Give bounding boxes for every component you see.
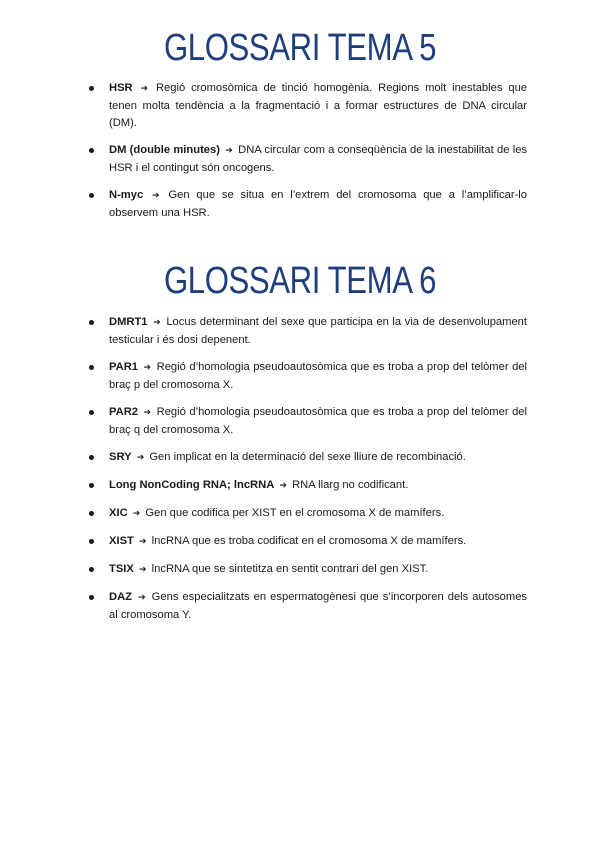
section-title-tema-5: GLOSSARI TEMA 5 <box>163 27 437 69</box>
glossary-term: PAR1 <box>109 361 139 373</box>
arrow-icon: ➔ <box>225 146 233 156</box>
glossary-term: DM (double minutes) <box>109 144 220 156</box>
arrow-icon: ➔ <box>143 408 152 418</box>
arrow-icon: ➔ <box>132 509 141 519</box>
glossary-definition: Locus determinant del sexe que participa en la via de desenvolupament testicular i és dosi depenent. <box>109 316 528 346</box>
glossary-entry-par2 <box>109 404 527 439</box>
glossary-term: PAR2 <box>109 406 139 418</box>
arrow-icon: ➔ <box>152 191 160 201</box>
glossary-term: XIC <box>109 507 128 519</box>
arrow-icon: ➔ <box>153 318 161 328</box>
glossary-entry-n-myc <box>109 187 527 222</box>
arrow-icon: ➔ <box>143 363 152 373</box>
glossary-definition: Gen que se situa en l’extrem del cromosoma que a l’amplificar-lo observem una HSR. <box>109 189 528 219</box>
arrow-icon: ➔ <box>138 565 147 575</box>
glossary-entry-xic <box>109 505 527 523</box>
section-title-tema-6: GLOSSARI TEMA 6 <box>163 260 437 302</box>
arrow-icon: ➔ <box>140 84 149 94</box>
glossary-term: Long NonCoding RNA; lncRNA <box>109 479 275 491</box>
glossary-definition: Gens especialitzats en espermatogènesi que s’incorporen dels autosomes al cromosoma Y. <box>109 591 528 621</box>
glossary-entry-hsr <box>109 80 527 132</box>
glossary-entry-xist <box>109 533 527 551</box>
arrow-icon: ➔ <box>136 453 145 463</box>
glossary-definition: DNA circular com a conseqüència de la inestabilitat de les HSR i el contingut són oncogens. <box>109 144 528 174</box>
glossary-entry-dmrt1 <box>109 314 527 349</box>
glossary-entry-lncrna <box>109 477 527 495</box>
glossary-entry-dm <box>109 142 527 177</box>
glossary-definition: Regió d’homologia pseudoautosòmica que es troba a prop del telòmer del braç p del cromosoma X. <box>109 361 528 391</box>
arrow-icon: ➔ <box>279 481 287 491</box>
glossary-definition: RNA llarg no codificant. <box>292 479 409 491</box>
glossary-definition: Regió d’homologia pseudoautosòmica que es troba a prop del telòmer del braç q del cromosoma X. <box>109 406 528 436</box>
arrow-icon: ➔ <box>138 537 147 547</box>
glossary-definition: Regió cromosòmica de tinció homogènia. Regions molt inestables que tenen molta tendència a la fragmentació i a formar estructures de DNA circular (DM). <box>109 82 528 129</box>
glossary-term: N-myc <box>109 189 144 201</box>
glossary-term: TSIX <box>109 563 134 575</box>
glossary-term: HSR <box>109 82 133 94</box>
glossary-entry-tsix <box>109 561 527 579</box>
glossary-definition: lncRNA que es troba codificat en el cromosoma X de mamífers. <box>151 535 467 547</box>
glossary-entry-sry <box>109 449 527 467</box>
glossary-term: DMRT1 <box>109 316 148 328</box>
glossary-list-tema-6 <box>109 314 527 634</box>
glossary-entry-par1 <box>109 359 527 394</box>
glossary-definition: Gen que codifica per XIST en el cromosoma X de mamífers. <box>145 507 445 519</box>
arrow-icon: ➔ <box>138 593 146 603</box>
glossary-term: DAZ <box>109 591 132 603</box>
glossary-term: SRY <box>109 451 132 463</box>
glossary-entry-daz <box>109 589 527 624</box>
glossary-definition: Gen implicat en la determinació del sexe lliure de recombinació. <box>149 451 466 463</box>
glossary-definition: lncRNA que se sintetitza en sentit contrari del gen XIST. <box>151 563 429 575</box>
glossary-list-tema-5 <box>109 80 527 232</box>
glossary-term: XIST <box>109 535 134 547</box>
